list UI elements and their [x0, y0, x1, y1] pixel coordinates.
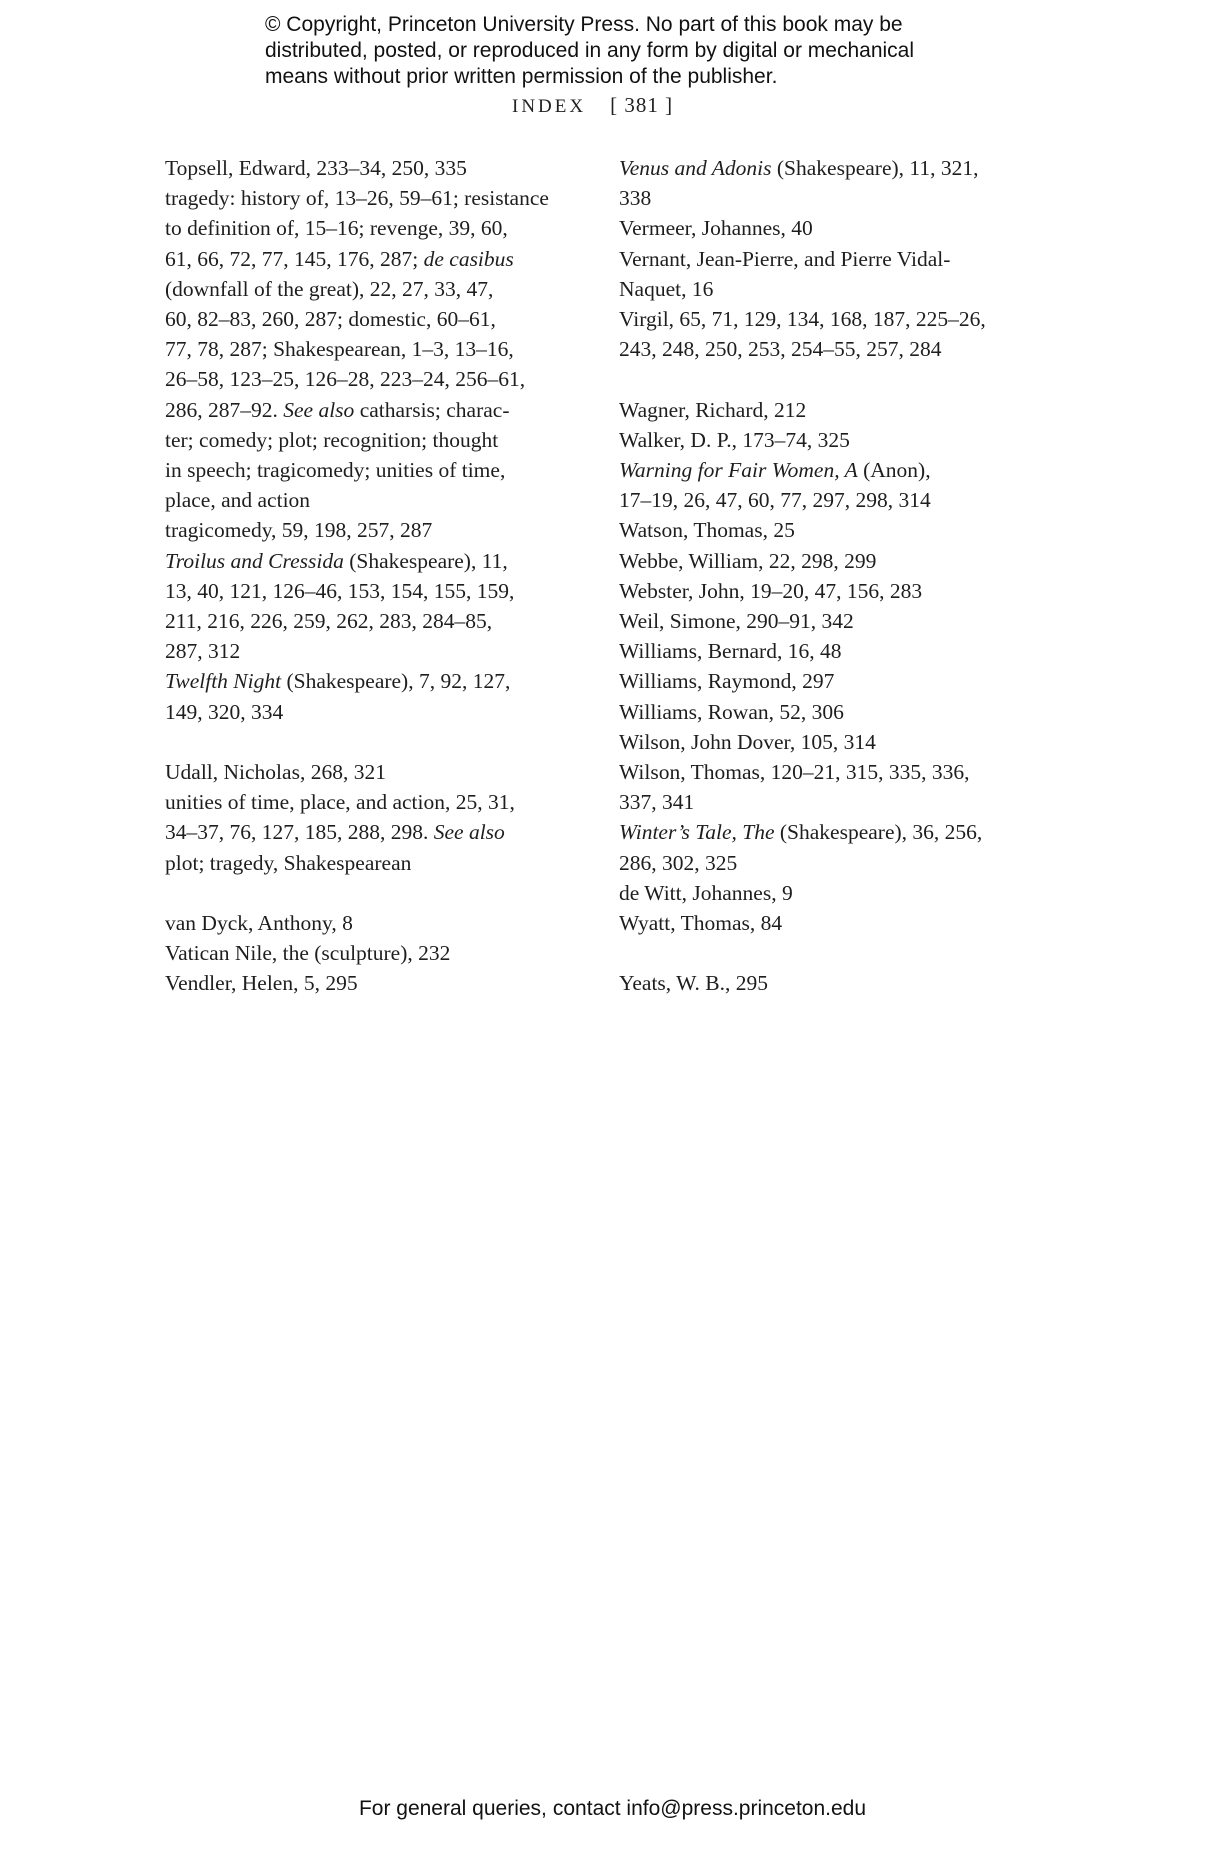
entry-text: (Shakespeare), 11, [343, 548, 508, 573]
entry-line [165, 395, 585, 425]
entry-title: Venus and Adonis [619, 156, 772, 180]
entry-text: 34–37, 76, 127, 185, 288, 298. [165, 820, 434, 845]
index-entry [619, 968, 1049, 998]
entry-line [165, 546, 585, 576]
index-column-left [165, 153, 585, 999]
index-entry [165, 183, 585, 515]
index-entry [619, 455, 1049, 515]
entry-line: Virgil, 65, 71, 129, 134, 168, 187, 225–26, [619, 307, 986, 332]
entry-title: Winter’s Tale, The [619, 820, 775, 845]
index-entry [165, 546, 585, 667]
entry-line: (downfall of the great), 22, 27, 33, 47, [165, 276, 494, 301]
index-entry [165, 908, 585, 938]
entry-line: 211, 216, 226, 259, 262, 283, 284–85, [165, 609, 493, 634]
index-entry [619, 213, 1049, 243]
entry-line [165, 817, 585, 847]
entry-line [619, 153, 1049, 183]
entry-line [165, 666, 585, 696]
entry-line: de Witt, Johannes, 9 [619, 880, 793, 905]
entry-title: Twelfth Night [165, 669, 282, 694]
entry-line: Naquet, 16 [619, 276, 714, 301]
running-head [512, 93, 673, 118]
index-entry [165, 515, 585, 545]
copyright-line: means without prior written permission of the publisher. [265, 65, 778, 88]
entry-line: 287, 312 [165, 639, 241, 664]
entry-line [619, 817, 1049, 847]
letter-group-gap [165, 727, 585, 757]
entry-line: Wyatt, Thomas, 84 [619, 911, 783, 936]
entry-italic: de casibus [423, 246, 514, 271]
entry-line [165, 244, 585, 274]
entry-line: tragedy: history of, 13–26, 59–61; resistance [165, 186, 549, 211]
entry-line: 338 [619, 186, 652, 211]
entry-line: to definition of, 15–16; revenge, 39, 60, [165, 216, 508, 241]
entry-line: Williams, Raymond, 297 [619, 669, 835, 694]
entry-line: Udall, Nicholas, 268, 321 [165, 760, 386, 785]
index-column-right [619, 153, 1049, 999]
entry-line: Williams, Bernard, 16, 48 [619, 639, 842, 664]
index-entry [165, 666, 585, 726]
index-entry [165, 787, 585, 878]
entry-line: Wagner, Richard, 212 [619, 397, 807, 422]
entry-line: 337, 341 [619, 790, 695, 815]
footer-contact [0, 1797, 1225, 1821]
entry-line: van Dyck, Anthony, 8 [165, 911, 353, 936]
entry-line: place, and action [165, 488, 311, 513]
letter-group-gap [619, 364, 1049, 394]
entry-line: plot; tragedy, Shakespearean [165, 850, 412, 875]
see-also: See also [433, 820, 505, 845]
running-head-label: INDEX [512, 96, 587, 117]
entry-title: Troilus and Cressida [165, 548, 344, 573]
entry-text: (Shakespeare), 7, 92, 127, [281, 669, 511, 694]
entry-text: (Anon), [857, 458, 931, 483]
entry-text: (Shakespeare), 36, 256, [774, 820, 983, 845]
index-entry [619, 817, 1049, 877]
index-entry [165, 153, 585, 183]
letter-group-gap [619, 938, 1049, 968]
index-entry [619, 636, 1049, 666]
index-entry [619, 878, 1049, 908]
entry-line: Weil, Simone, 290–91, 342 [619, 609, 854, 634]
copyright-line: © Copyright, Princeton University Press. No part of this book may be [265, 13, 903, 36]
entry-line: in speech; tragicomedy; unities of time, [165, 458, 506, 483]
index-entry [619, 304, 1049, 364]
entry-text: 61, 66, 72, 77, 145, 176, 287; [165, 246, 424, 271]
entry-line: Williams, Rowan, 52, 306 [619, 699, 844, 724]
entry-line: 77, 78, 287; Shakespearean, 1–3, 13–16, [165, 337, 514, 362]
entry-line: 149, 320, 334 [165, 699, 284, 724]
entry-line: Watson, Thomas, 25 [619, 518, 795, 543]
entry-line: Topsell, Edward, 233–34, 250, 335 [165, 156, 467, 180]
index-entry [619, 727, 1049, 757]
entry-line: Vatican Nile, the (sculpture), 232 [165, 941, 451, 966]
index-entry [619, 666, 1049, 696]
entry-line: 26–58, 123–25, 126–28, 223–24, 256–61, [165, 367, 526, 392]
index-entry [619, 515, 1049, 545]
entry-line: ter; comedy; plot; recognition; thought [165, 427, 499, 452]
entry-text: 286, 287–92. [165, 397, 284, 422]
entry-line [619, 455, 1049, 485]
index-entry [619, 757, 1049, 817]
entry-text: catharsis; charac- [354, 397, 510, 422]
letter-group-gap [165, 878, 585, 908]
entry-line: 60, 82–83, 260, 287; domestic, 60–61, [165, 307, 496, 332]
entry-title: Warning for Fair Women, A [619, 458, 858, 483]
see-also: See also [283, 397, 355, 422]
footer-email: contact info@press.princeton.edu [552, 1797, 867, 1820]
entry-line: Walker, D. P., 173–74, 325 [619, 427, 850, 452]
entry-line: 286, 302, 325 [619, 850, 738, 875]
index-entry [619, 395, 1049, 425]
entry-line: Webster, John, 19–20, 47, 156, 283 [619, 578, 923, 603]
entry-line: Yeats, W. B., 295 [619, 971, 768, 996]
index-entry [619, 908, 1049, 938]
index-entry [165, 757, 585, 787]
index-entry [619, 244, 1049, 304]
entry-line: 243, 248, 250, 253, 254–55, 257, 284 [619, 337, 942, 362]
copyright-line: distributed, posted, or reproduced in any form by digital or mechanical [265, 39, 915, 62]
entry-line: Wilson, Thomas, 120–21, 315, 335, 336, [619, 760, 970, 785]
index-entry [165, 968, 585, 998]
entry-line: tragicomedy, 59, 198, 257, 287 [165, 518, 433, 543]
index-entry [165, 938, 585, 968]
index-entry [619, 697, 1049, 727]
index-entry [619, 153, 1049, 213]
index-entry [619, 576, 1049, 606]
index-entry [619, 425, 1049, 455]
entry-line: 13, 40, 121, 126–46, 153, 154, 155, 159, [165, 578, 515, 603]
entry-line: unities of time, place, and action, 25, 31, [165, 790, 515, 815]
entry-text: (Shakespeare), 11, 321, [771, 156, 979, 180]
entry-line: Vendler, Helen, 5, 295 [165, 971, 358, 996]
entry-line: 17–19, 26, 47, 60, 77, 297, 298, 314 [619, 488, 931, 513]
footer-label: For general queries, [358, 1797, 547, 1820]
page-number: [ 381 ] [610, 93, 674, 117]
entry-line: Vermeer, Johannes, 40 [619, 216, 813, 241]
index-entry [619, 606, 1049, 636]
copyright-notice [265, 12, 1025, 90]
entry-line: Vernant, Jean-Pierre, and Pierre Vidal- [619, 246, 951, 271]
index-entry [619, 546, 1049, 576]
entry-line: Wilson, John Dover, 105, 314 [619, 729, 876, 754]
entry-line: Webbe, William, 22, 298, 299 [619, 548, 877, 573]
